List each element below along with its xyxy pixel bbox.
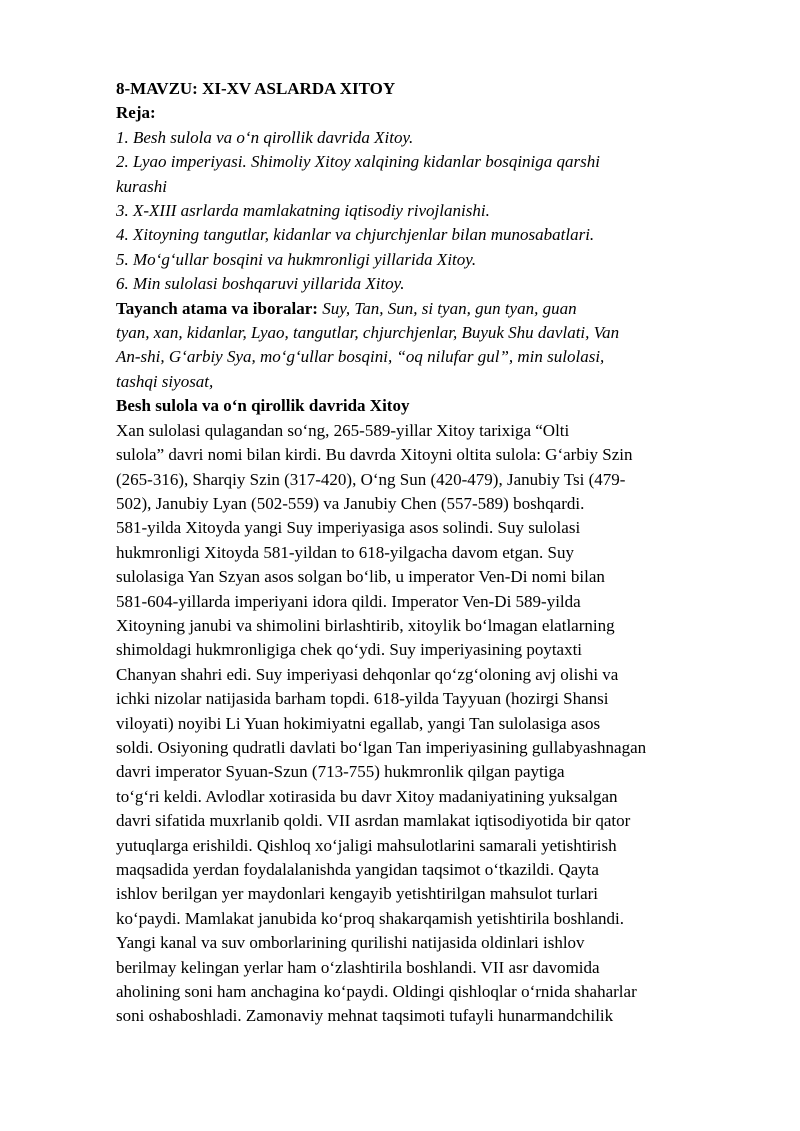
plan-item: 2. Lyao imperiyasi. Shimoliy Xitoy xalqining kidanlar bosqiniga qarshi — [116, 152, 600, 172]
body-line: berilmay kelingan yerlar ham o‘zlashtirila boshlandi. VII asr davomida — [116, 957, 600, 977]
body-line: aholining soni ham anchagina ko‘paydi. Oldingi qishloqlar o‘rnida shaharlar — [116, 982, 637, 1002]
body-line: Xan sulolasi qulagandan so‘ng, 265-589-yillar Xitoy tarixiga “Olti — [116, 420, 570, 440]
body-line: davri sifatida muxrlanib qoldi. VII asrdan mamlakat iqtisodiyotida bir qator — [116, 811, 631, 831]
body-line: ichki nizolar natijasida barham topdi. 618-yilda Tayyuan (hozirgi Shansi — [116, 689, 609, 709]
body-line: Yangi kanal va suv omborlarining qurilishi natijasida oldinlari ishlov — [116, 933, 585, 953]
body-line: maqsadida yerdan foydalalanishda yangidan taqsimot o‘tkazildi. Qayta — [116, 860, 599, 879]
body-line: hukmronligi Xitoyda 581-yildan to 618-yilgacha davom etgan. Suy — [116, 542, 574, 562]
plan-item: 4. Xitoyning tangutlar, kidanlar va chjurchjenlar bilan munosabatlari. — [116, 225, 595, 245]
body-line: ko‘paydi. Mamlakat janubida ko‘proq shakarqamish yetishtirila boshlandi. — [116, 908, 624, 928]
body-line: 502), Janubiy Lyan (502-559) va Janubiy Chen (557-589) boshqardi. — [116, 493, 585, 513]
plan-item: kurashi — [116, 176, 167, 196]
plan-item: 6. Min sulolasi boshqaruvi yillarida Xitoy. — [116, 274, 405, 294]
keywords-line: tyan, xan, kidanlar, Lyao, tangutlar, chjurchjenlar, Buyuk Shu davlati, Van — [116, 323, 620, 343]
body-line: ishlov berilgan yer maydonlari kengayib yetishtirilgan mahsulot turlari — [116, 884, 599, 904]
section-body — [116, 419, 720, 1029]
body-line: davri imperator Syuan-Szun (713-755) hukmronlik qilgan paytiga — [116, 762, 565, 782]
body-line: yutuqlarga erishildi. Qishloq xo‘jaligi mahsulotlarini samarali yetishtirish — [116, 835, 617, 855]
keywords-first-line — [116, 297, 720, 321]
body-line: Xitoyning janubi va shimolini birlashtirib, xitoylik bo‘lmagan elatlarning — [116, 615, 615, 635]
body-line: (265-316), Sharqiy Szin (317-420), O‘ng Sun (420-479), Janubiy Tsi (479- — [116, 469, 626, 489]
keywords-block — [116, 297, 720, 395]
body-line: 581-604-yillarda imperiyani idora qildi. Imperator Ven-Di 589-yilda — [116, 591, 581, 611]
plan-item: 1. Besh sulola va o‘n qirollik davrida Xitoy. — [116, 127, 414, 147]
section-heading: Besh sulola va o‘n qirollik davrida Xitoy — [116, 396, 410, 416]
body-line: sulola” davri nomi bilan kirdi. Bu davrda Xitoyni oltita sulola: G‘arbiy Szin — [116, 445, 633, 465]
plan-list — [116, 126, 720, 297]
keywords-line: tashqi siyosat, — [116, 371, 214, 391]
page-title: 8-MAVZU: XI-XV ASLARDA XITOY — [116, 79, 396, 98]
body-line: shimoldagi hukmronligiga chek qo‘ydi. Suy imperiyasining poytaxti — [116, 640, 583, 660]
body-line: viloyati) noyibi Li Yuan hokimiyatni egallab, yangi Tan sulolasiga asos — [116, 713, 601, 733]
body-line: soni oshaboshladi. Zamonaviy mehnat taqsimoti tufayli hunarmandchilik — [116, 1006, 614, 1026]
keywords-text: Suy, Tan, Sun, si tyan, gun tyan, guan — [317, 298, 577, 318]
plan-item: 3. X-XIII asrlarda mamlakatning iqtisodiy rivojlanishi. — [116, 201, 490, 221]
body-line: sulolasiga Yan Szyan asos solgan bo‘lib, u imperator Ven-Di nomi bilan — [116, 567, 605, 587]
plan-heading: Reja: — [116, 103, 156, 123]
keywords-label: Tayanch atama va iboralar: — [116, 298, 318, 318]
body-line: to‘g‘ri keldi. Avlodlar xotirasida bu davr Xitoy madaniyatining yuksalgan — [116, 786, 618, 806]
body-line: soldi. Osiyoning qudratli davlati bo‘lgan Tan imperiyasining gullabyashnagan — [116, 737, 647, 757]
body-line: 581-yilda Xitoyda yangi Suy imperiyasiga asos solindi. Suy sulolasi — [116, 518, 581, 538]
keywords-line: An-shi, G‘arbiy Sya, mo‘g‘ullar bosqini, “oq nilufar gul”, min sulolasi, — [116, 347, 605, 367]
plan-item: 5. Mo‘g‘ullar bosqini va hukmronligi yillarida Xitoy. — [116, 249, 477, 269]
body-line: Chanyan shahri edi. Suy imperiyasi dehqonlar qo‘zg‘oloning avj olishi va — [116, 664, 619, 684]
